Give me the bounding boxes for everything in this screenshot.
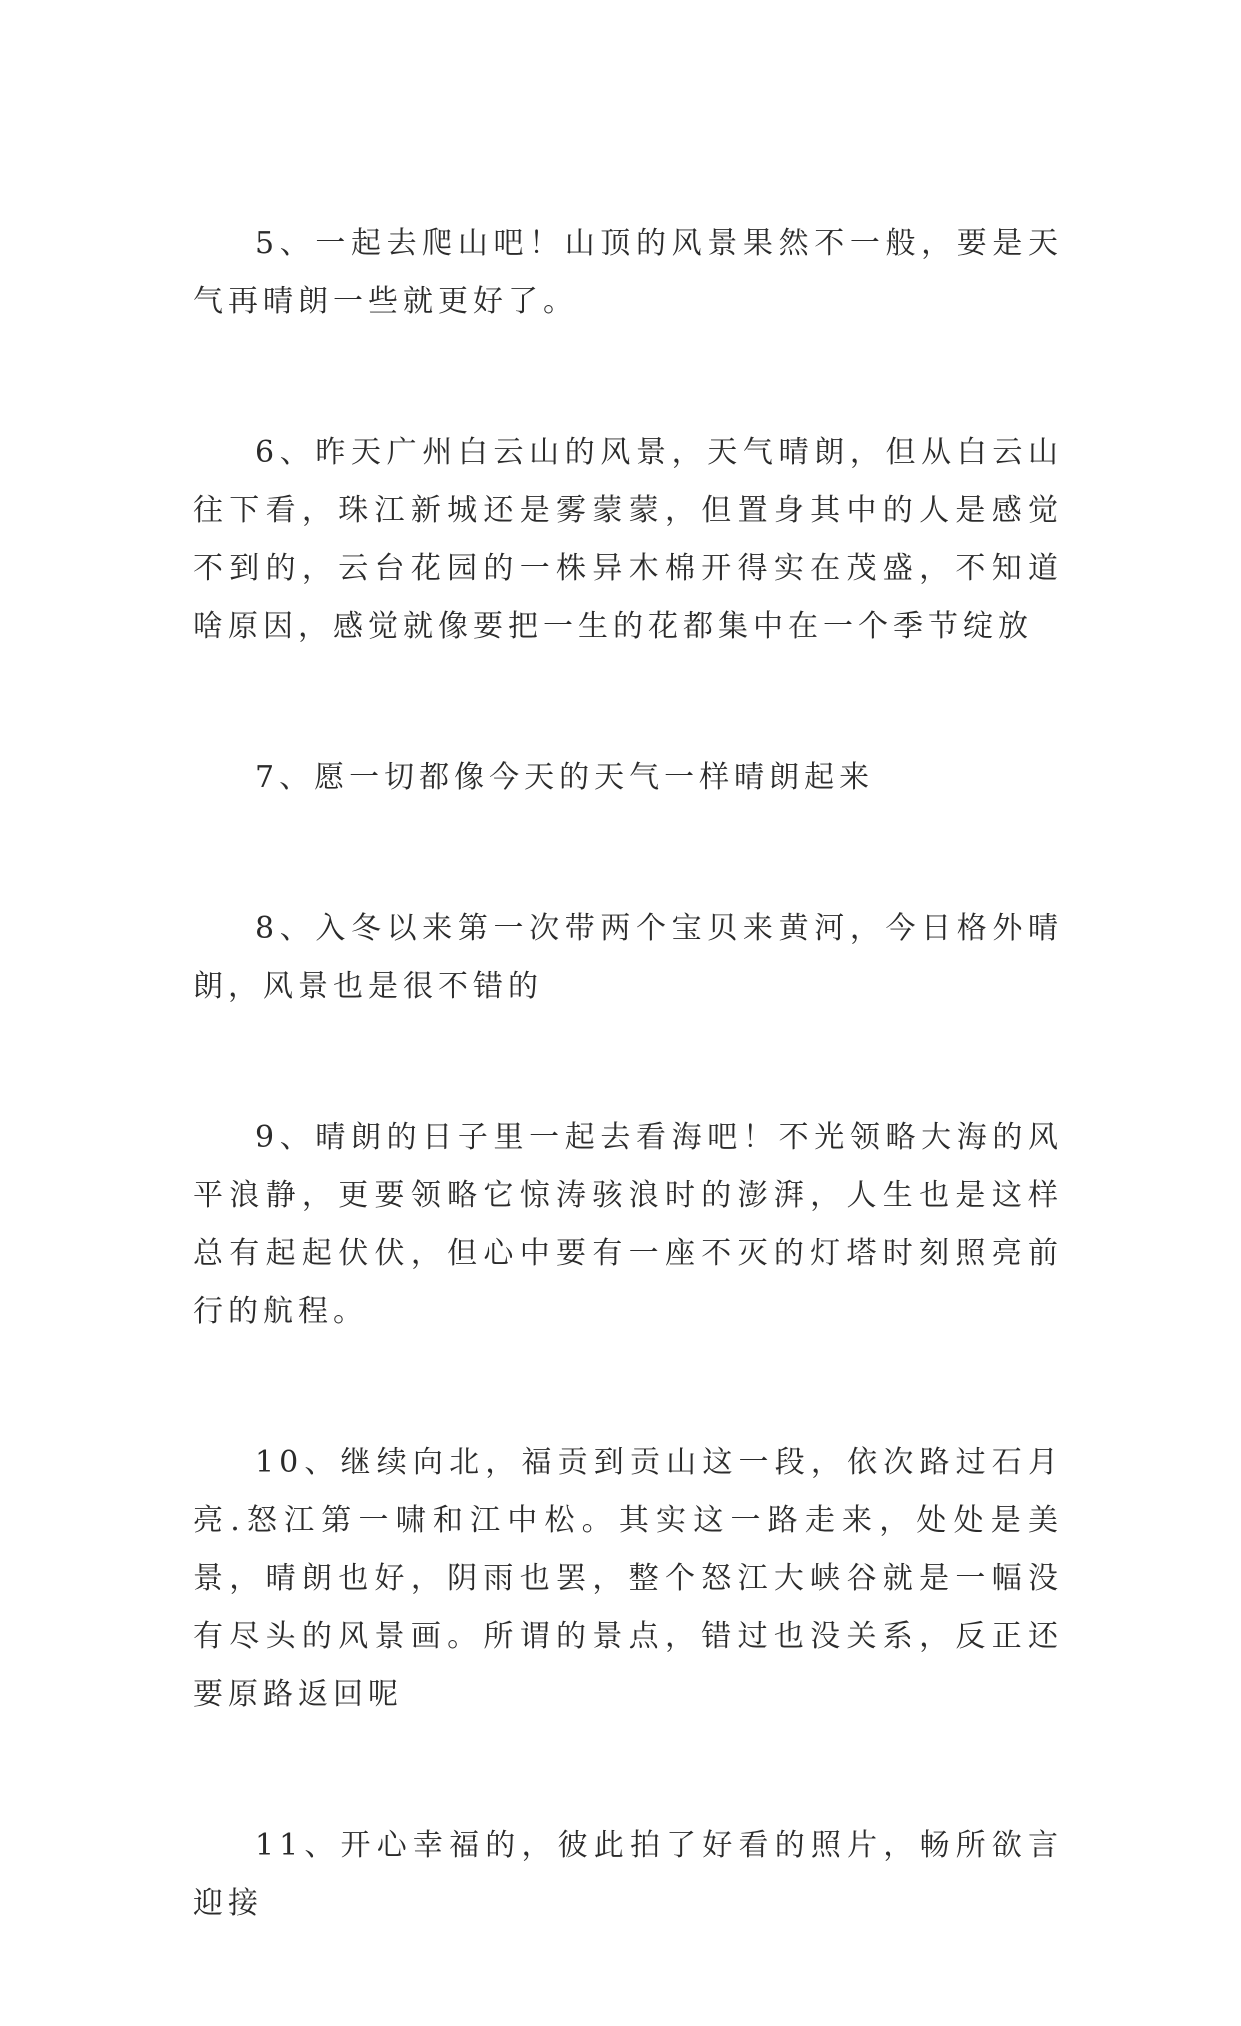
paragraph-8: 8、入冬以来第一次带两个宝贝来黄河，今日格外晴朗，风景也是很不错的 [193, 911, 1063, 1004]
paragraph-7: 7、愿一切都像今天的天气一样晴朗起来 [255, 760, 875, 795]
paragraph-11: 11、开心幸福的，彼此拍了好看的照片，畅所欲言迎接 [193, 1828, 1063, 1921]
paragraph-10: 10、继续向北，福贡到贡山这一段，依次路过石月亮.怒江第一啸和江中松。其实这一路走来，处处是美景，晴朗也好，阴雨也罢，整个怒江大峡谷就是一幅没有尽头的风景画。所谓的景点，错过也没关系，反正还要原路返回呢 [193, 1445, 1063, 1712]
paragraph-6: 6、昨天广州白云山的风景，天气晴朗，但从白云山往下看，珠江新城还是雾蒙蒙，但置身其中的人是感觉不到的，云台花园的一株异木棉开得实在茂盛，不知道啥原因，感觉就像要把一生的花都集中在一个季节绽放 [193, 435, 1063, 644]
document-body [193, 215, 1063, 2026]
paragraph-9: 9、晴朗的日子里一起去看海吧！不光领略大海的风平浪静，更要领略它惊涛骇浪时的澎湃，人生也是这样总有起起伏伏，但心中要有一座不灭的灯塔时刻照亮前行的航程。 [193, 1120, 1063, 1329]
paragraph-5: 5、一起去爬山吧！山顶的风景果然不一般，要是天气再晴朗一些就更好了。 [193, 226, 1063, 319]
